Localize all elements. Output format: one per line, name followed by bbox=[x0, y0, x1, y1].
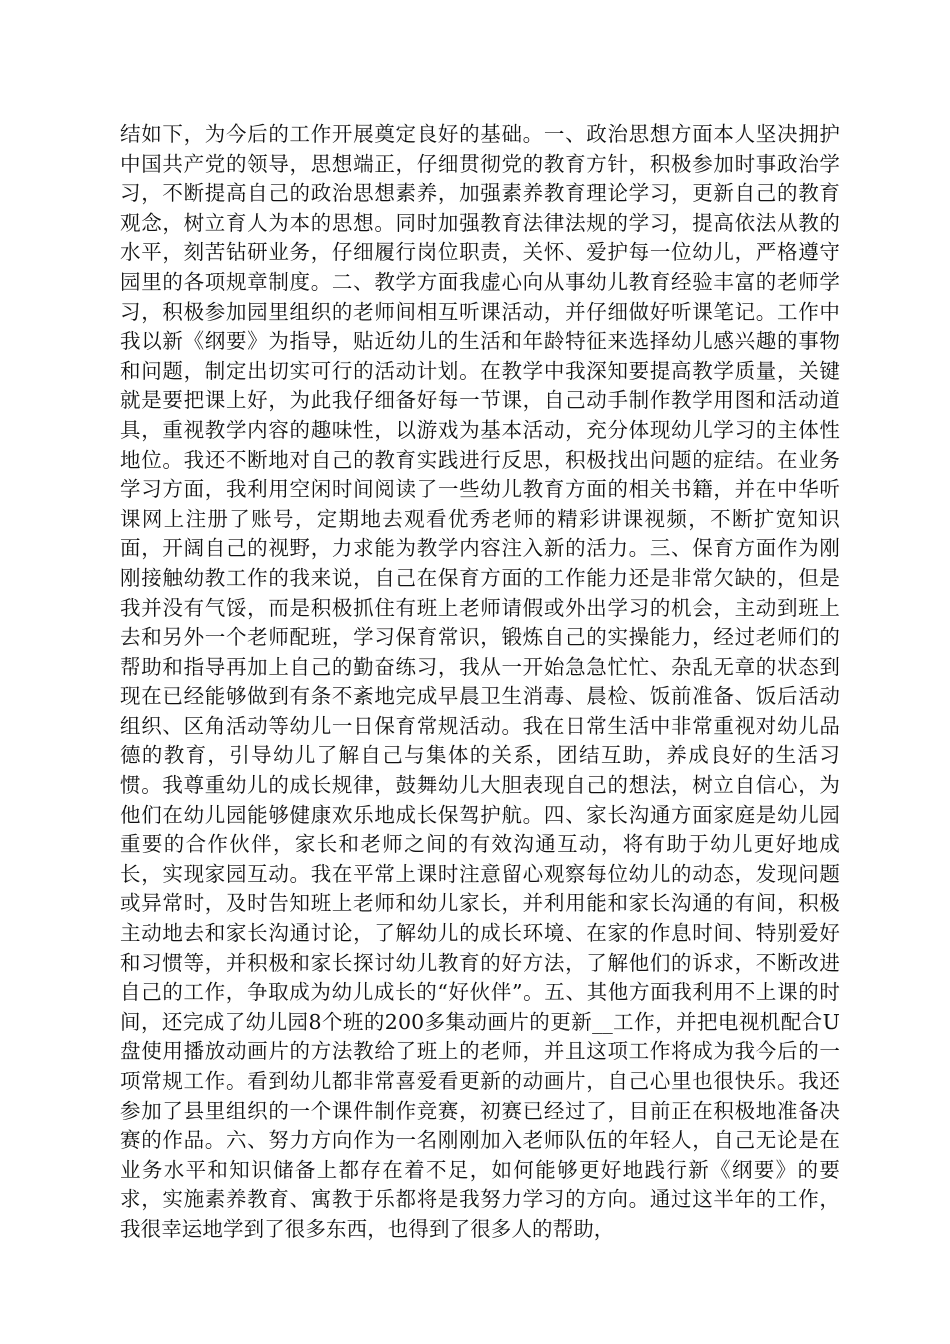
body-paragraph: 结如下，为今后的工作开展奠定良好的基础。一、政治思想方面本人坚决拥护中国共产党的领导，思想端正，仔细贯彻党的教育方针，积极参加时事政治学习，不断提高自己的政治思想素养，加强素养教育理论学习，更新自己的教育观念，树立育人为本的思想。同时加强教育法律法规的学习，提高依法从教的水平，刻苦钻研业务，仔细履行岗位职责，关怀、爱护每一位幼儿，严格遵守园里的各项规章制度。二、教学方面我虚心向从事幼儿教育经验丰富的老师学习，积极参加园里组织的老师间相互听课活动，并仔细做好听课笔记。工作中我以新《纲要》为指导，贴近幼儿的生活和年龄特征来选择幼儿感兴趣的事物和问题，制定出切实可行的活动计划。在教学中我深知要提高教学质量，关键就是要把课上好，为此我仔细备好每一节课，自己动手制作教学用图和活动道具，重视教学内容的趣味性，以游戏为基本活动，充分体现幼儿学习的主体性地位。我还不断地对自己的教育实践进行反思，积极找出问题的症结。在业务学习方面，我利用空闲时间阅读了一些幼儿教育方面的相关书籍，并在中华听课网上注册了账号，定期地去观看优秀老师的精彩讲课视频，不断扩宽知识面，开阔自己的视野，力求能为教学内容注入新的活力。三、保育方面作为刚刚接触幼教工作的我来说，自己在保育方面的工作能力还是非常欠缺的，但是我并没有气馁，而是积极抓住有班上老师请假或外出学习的机会，主动到班上去和另外一个老师配班，学习保育常识，锻炼自己的实操能力，经过老师们的帮助和指导再加上自己的勤奋练习，我从一开始急急忙忙、杂乱无章的状态到现在已经能够做到有条不紊地完成早晨卫生消毒、晨检、饭前准备、饭后活动组织、区角活动等幼儿一日保育常规活动。我在日常生活中非常重视对幼儿品德的教育，引导幼儿了解自己与集体的关系，团结互助，养成良好的生活习惯。我尊重幼儿的成长规律，鼓舞幼儿大胆表现自己的想法，树立自信心，为他们在幼儿园能够健康欢乐地成长保驾护航。四、家长沟通方面家庭是幼儿园重要的合作伙伴，家长和老师之间的有效沟通互动，将有助于幼儿更好地成长，实现家园互动。我在平常上课时注意留心观察每位幼儿的动态，发现问题或异常时，及时告知班上老师和幼儿家长，并利用能和家长沟通的有间，积极主动地去和家长沟通讨论，了解幼儿的成长环境、在家的作息时间、特别爱好和习惯等，并积极和家长探讨幼儿教育的好方法，了解他们的诉求，不断改进自己的工作，争取成为幼儿成长的“好伙伴”。五、其他方面我利用不上课的时间，还完成了幼儿园8个班的200多集动画片的更新__工作，并把电视机配合U盘使用播放动画片的方法教给了班上的老师，并且这项工作将成为我今后的一项常规工作。看到幼儿都非常喜爱看更新的动画片，自己心里也很快乐。我还参加了县里组织的一个课件制作竞赛，初赛已经过了，目前正在积极地准备决赛的作品。六、努力方向作为一名刚刚加入老师队伍的年轻人，自己无论是在业务水平和知识储备上都存在着不足，如何能够更好地践行新《纲要》的要求，实施素养教育、寓教于乐都将是我努力学习的方向。通过这半年的工作，我很幸运地学到了很多东西，也得到了很多人的帮助， bbox=[120, 122, 840, 1241]
